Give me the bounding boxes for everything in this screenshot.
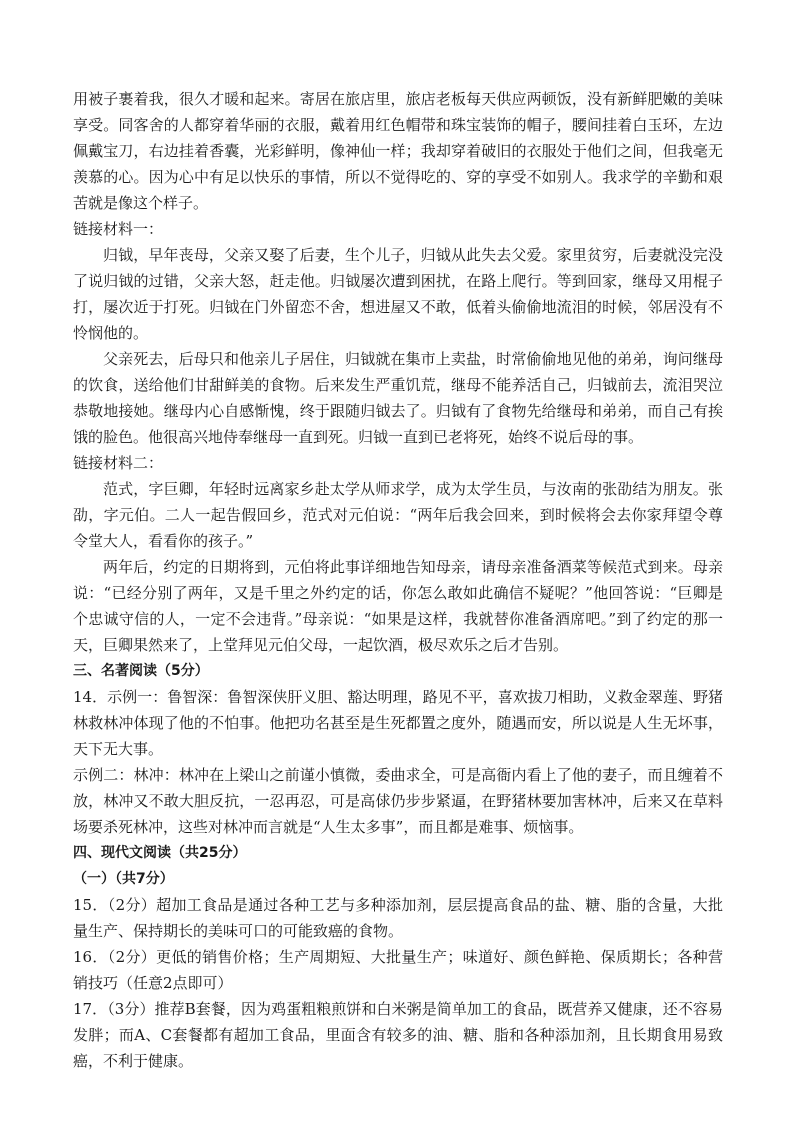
document-page — [73, 86, 723, 1074]
subsection-heading: （一）（共7分） — [73, 871, 174, 887]
answer-item: 17．（3分）推荐B套餐，因为鸡蛋粗粮煎饼和白米粥是简单加工的食品，既营养又健康，还不容易发胖；而A、C套餐都有超加工食品，里面含有较多的油、糖、脂和各种添加剂，且长期食用易致癌，不利于健康。 — [73, 1000, 723, 1070]
answer-item: 示例二：林冲：林冲在上梁山之前谨小慎微，委曲求全，可是高衙内看上了他的妻子，而且缠着不放，林冲又不敢大胆反抗，一忍再忍，可是高俅仍步步紧逼，在野猪林要加害林冲，后来又在草料场要杀死林冲，这些对林冲而言就是“人生太多事”，而且都是难事、烦恼事。 — [73, 766, 723, 836]
answer-item: 16．（2分）更低的销售价格；生产周期短、大批量生产；味道好、颜色鲜艳、保质期长；各种营销技巧（任意2点即可） — [73, 948, 723, 992]
paragraph: 用被子裹着我，很久才暖和起来。寄居在旅店里，旅店老板每天供应两顿饭，没有新鲜肥嫩的美味享受。同客舍的人都穿着华丽的衣服，戴着用红色帽带和珠宝装饰的帽子，腰间挂着白玉环，左边佩戴宝刀，右边挂着香囊，光彩鲜明，像神仙一样；我却穿着破旧的衣服处于他们之间，但我毫无羡慕的心。因为心中有足以快乐的事情，所以不觉得吃的、穿的享受不如别人。我求学的辛勤和艰苦就是像这个样子。 — [73, 90, 723, 212]
paragraph: 归钺，早年丧母，父亲又娶了后妻，生个儿子，归钺从此失去父爱。家里贫穷，后妻就没完没了说归钺的过错，父亲大怒，赶走他。归钺屡次遭到困扰，在路上爬行。等到回家，继母又用棍子打，屡次近于打死。归钺在门外留恋不舍，想进屋又不敢，低着头偷偷地流泪的时候，邻居没有不怜悯他的。 — [73, 246, 723, 342]
answer-item: 15．（2分）超加工食品是通过各种工艺与多种添加剂，层层提高食品的盐、糖、脂的含量，大批量生产、保持期长的美味可口的可能致癌的食物。 — [73, 896, 723, 940]
section-heading: 四、现代文阅读（共25分） — [73, 845, 247, 861]
paragraph: 两年后，约定的日期将到，元伯将此事详细地告知母亲，请母亲准备酒菜等候范式到来。母亲说：“已经分别了两年，又是千里之外约定的话，你怎么敢如此确信不疑呢？”他回答说：“巨卿是个忠诚守信的人，一定不会违背。”母亲说：“如果是这样，我就替你准备酒席吧。”到了约定的那一天，巨卿果然来了，上堂拜见元伯父母，一起饮酒，极尽欢乐之后才告别。 — [73, 558, 723, 654]
answer-item: 14．示例一：鲁智深：鲁智深侠肝义胆、豁达明理，路见不平，喜欢拔刀相助，义救金翠莲、野猪林救林冲体现了他的不怕事。他把功名甚至是生死都置之度外，随遇而安，所以说是人生无坏事，天下无大事。 — [73, 688, 723, 758]
section-heading: 三、名著阅读（5分） — [73, 663, 209, 679]
paragraph: 父亲死去，后母只和他亲儿子居住，归钺就在集市上卖盐，时常偷偷地见他的弟弟，询问继母的饮食，送给他们甘甜鲜美的食物。后来发生严重饥荒，继母不能养活自己，归钺前去，流泪哭泣恭敬地接她。继母内心自感惭愧，终于跟随归钺去了。归钺有了食物先给继母和弟弟，而自己有挨饿的脸色。他很高兴地侍奉继母一直到死。归钺一直到已老将死，始终不说后母的事。 — [73, 350, 723, 446]
paragraph: 范式，字巨卿，年轻时远离家乡赴太学从师求学，成为太学生员，与汝南的张劭结为朋友。张劭，字元伯。二人一起告假回乡，范式对元伯说：“两年后我会回来，到时候将会去你家拜望令尊令堂大人，看看你的孩子。” — [73, 480, 723, 550]
link-material-label: 链接材料一： — [73, 220, 164, 238]
link-material-label: 链接材料二： — [73, 454, 164, 472]
